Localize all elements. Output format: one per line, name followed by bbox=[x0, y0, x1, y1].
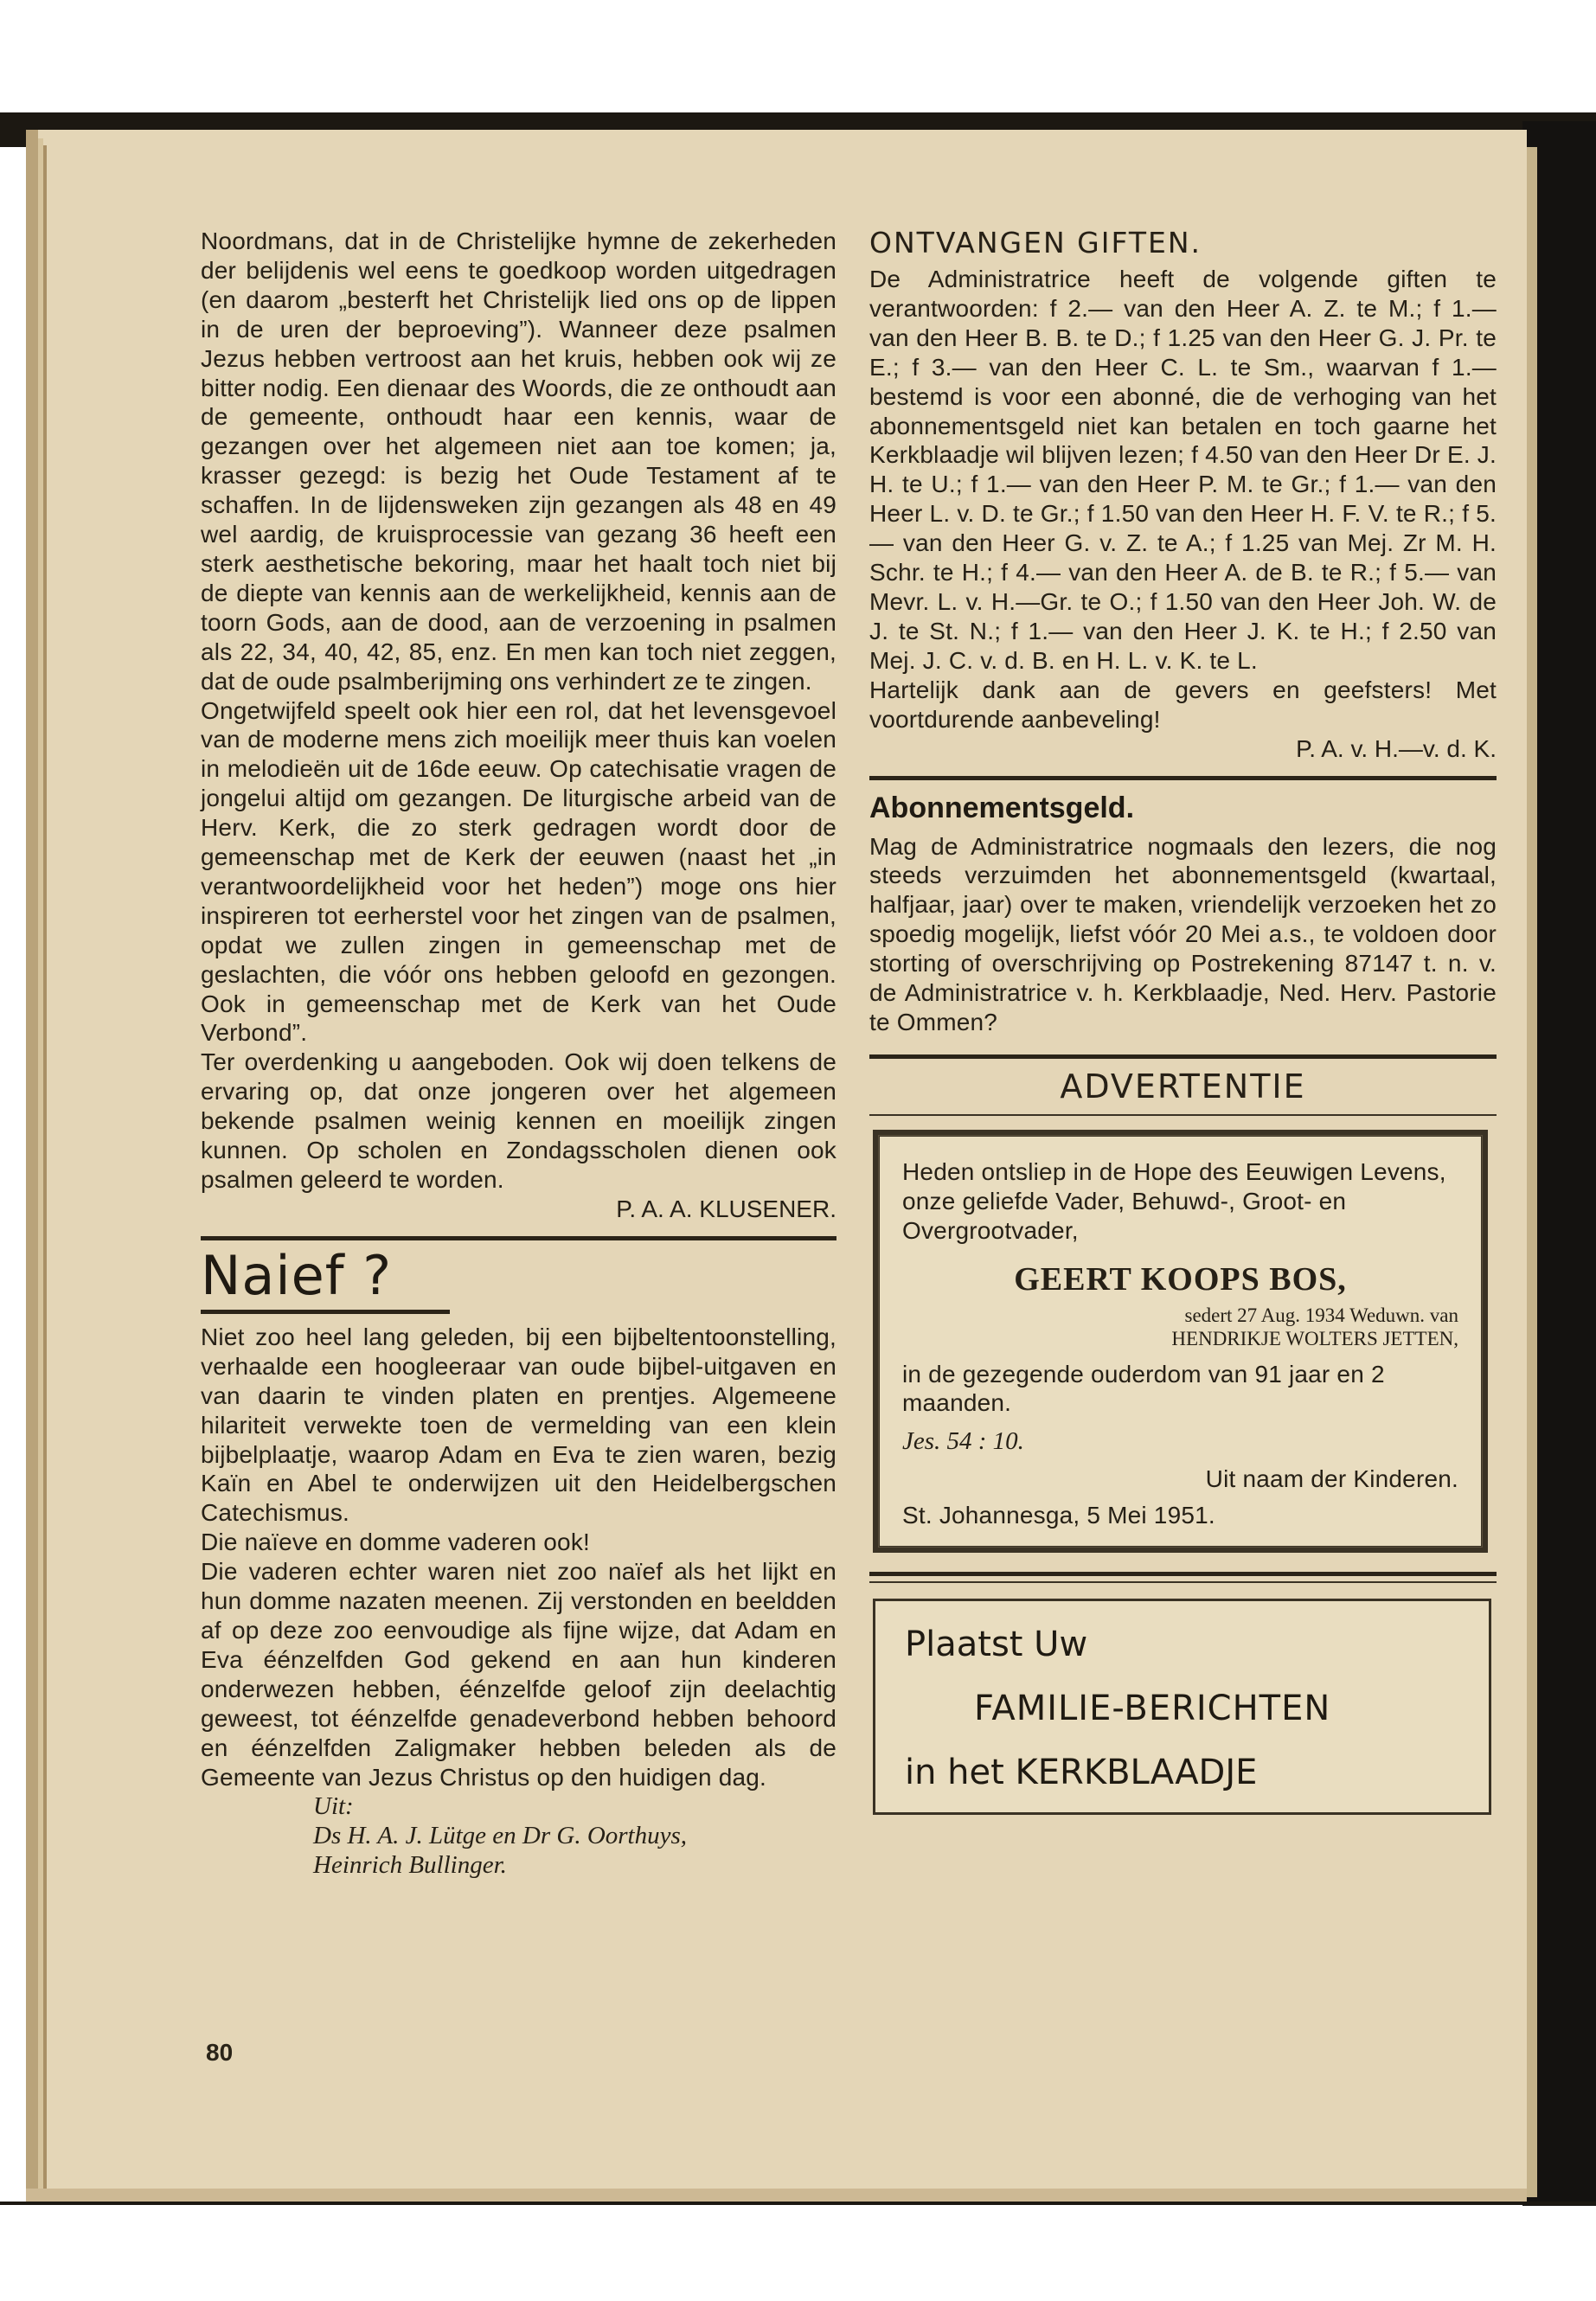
promo-line-1: Plaatst Uw bbox=[905, 1625, 1088, 1665]
promo-line-3: in het KERKBLAADJE bbox=[905, 1753, 1258, 1793]
section-divider-thin bbox=[869, 1581, 1497, 1583]
naief-title: Naief ? bbox=[201, 1243, 393, 1307]
citation-source-1: Ds H. A. J. Lütge en Dr G. Oorthuys, bbox=[313, 1822, 688, 1850]
klusener-paragraph-2: Ongetwijfeld speelt ook hier een rol, dat het levensgevoel van de moderne mens zich moeilijk meer thuis kan voelen in melodieën uit de 16de eeuw. Op catechisatie vragen de jongelui altijd om gezangen. De liturgische arbeid van de Herv. Kerk, die zo sterk gedragen wordt door de gemeenschap met de Kerk der eeuwen (naast het „in verantwoordelijkheid voor het heden”) moge ons hier inspireren tot eerherstel voor het zingen van de psalmen, opdat we zullen zingen in gemeenschap met de geslachten, die vóór ons hebben geloofd en gezongen. Ook in gemeenschap met de Kerk van het Oude Verbond”. bbox=[201, 696, 836, 1047]
naief-paragraph-2: Die naïeve en domme vaderen ook! bbox=[201, 1529, 590, 1556]
widower-line-1: sedert 27 Aug. 1934 Weduwn. van bbox=[1184, 1304, 1458, 1326]
title-underline bbox=[201, 1310, 450, 1314]
ad-place-date: St. Johannesga, 5 Mei 1951. bbox=[902, 1502, 1215, 1529]
widower-line-2: HENDRIKJE WOLTERS JETTEN, bbox=[1171, 1327, 1458, 1349]
heading-rule bbox=[869, 1114, 1497, 1116]
ad-family: Uit naam der Kinderen. bbox=[1205, 1465, 1458, 1493]
left-column bbox=[201, 227, 836, 1880]
giften-paragraph-2: Hartelijk dank aan de gevers en geefsters! Met voortdurende aanbeveling! bbox=[869, 676, 1497, 733]
naief-paragraph-1: Niet zoo heel lang geleden, bij een bijbeltentoonstelling, verhaalde een hoogleeraar van oude bijbel-uitgaven en van daarin te vinden platen en prentjes. Algemeene hilariteit verwekte toen de vermelding van een klein bijbelplaatje, waarop Adam en Eva te zien waren, bezig Kaïn en Abel te onderwijzen uit den Heidelbergschen Catechismus. bbox=[201, 1323, 836, 1527]
citation-source-2: Heinrich Bullinger. bbox=[313, 1851, 507, 1880]
promo-line-2: FAMILIE-BERICHTEN bbox=[974, 1689, 1331, 1729]
klusener-paragraph-3: Ter overdenking u aangeboden. Ook wij doen telkens de ervaring op, dat onze jongeren over het algemeen bekende psalmen weinig kennen en moeilijk zingen kunnen. Op scholen en Zondagsscholen dienen ook psalmen geleerd te worden. bbox=[201, 1048, 836, 1193]
giften-paragraph-1: De Administratrice heeft de volgende giften te verantwoorden: f 2.— van den Heer A. Z. te M.; f 1.— van den Heer B. B. te D.; f 1.25 van den Heer G. J. Pr. te E.; f 3.— van den Heer C. L. te Sm., waarvan f 1.— bestemd is voor een abonné, die de verhoging van het abonnementsgeld niet kan betalen en toch gaarne het Kerkblaadje wil blijven lezen; f 4.50 van den Heer Dr E. J. H. te U.; f 1.— van den Heer P. M. te Gr.; f 1.— van den Heer L. v. D. te Gr.; f 1.50 van den Heer H. F. V. te R.; f 5.— van den Heer G. v. Z. te A.; f 1.25 van Mej. Zr M. H. Schr. te H.; f 4.— van den Heer A. de B. te R.; f 5.— van Mevr. L. v. H.—Gr. te O.; f 1.50 van den Heer Joh. W. de J. te St. N.; f 1.— van den Heer J. K. te H.; f 2.50 van Mej. J. C. v. d. B. en H. L. v. K. te L. bbox=[869, 266, 1497, 674]
klusener-signature: P. A. A. KLUSENER. bbox=[616, 1195, 836, 1222]
right-column bbox=[869, 227, 1497, 1815]
ad-intro: Heden ontsliep in de Hope des Eeuwigen Levens, onze geliefde Vader, Behuwd-, Groot- en Overgrootvader, bbox=[902, 1157, 1446, 1244]
giften-title: ONTVANGEN GIFTEN. bbox=[869, 226, 1202, 260]
section-divider bbox=[869, 1054, 1497, 1059]
ad-age: in de gezegende ouderdom van 91 jaar en 2 maanden. bbox=[902, 1360, 1385, 1417]
bible-verse: Jes. 54 : 10. bbox=[902, 1427, 1024, 1456]
advertisement-box bbox=[873, 1130, 1488, 1553]
section-divider bbox=[201, 1236, 836, 1240]
section-divider bbox=[869, 1572, 1497, 1576]
giften-signature: P. A. v. H.—v. d. K. bbox=[1296, 734, 1497, 762]
klusener-paragraph-1: Noordmans, dat in de Christelijke hymne de zekerheden der belijdenis wel eens te goedkoop worden uitgedragen (en daarom „besterft het Christelijk lied ons op de lippen in de uren der beproeving”). Wanneer deze psalmen Jezus hebben vertroost aan het kruis, hebben ook wij ze bitter nodig. Een dienaar des Woords, die ze onthoudt aan de gemeente, onthoudt haar een kennis, waar de gezangen over het algemeen niet aan toe komen; ja, krasser gezegd: is bezig het Oude Testament af te schaffen. In de lijdensweken zijn gezangen als 48 en 49 wel aardig, de kruisprocessie van gezang 36 heeft een sterk aesthetische bekoring, maar het haalt toch niet bij de diepte van kennis aan de werkelijkheid, kennis aan de toorn Gods, aan de dood, aan de verzoening in psalmen als 22, 34, 40, 42, 85, enz. En men kan toch niet zeggen, dat de oude psalmberijming ons verhindert ze te zingen. bbox=[201, 228, 836, 695]
citation-label: Uit: bbox=[313, 1792, 354, 1821]
section-divider bbox=[869, 776, 1497, 780]
naief-paragraph-3: Die vaderen echter waren niet zoo naïef als het lijkt en hun domme nazaten meenen. Zij verstonden en beeldden af op deze zoo eenvoudige als fijne wijze, dat Adam en Eva éénzelfden God gekend en aan hun kinderen onderwezen hebben, éénzelfde geloof zijn deelachtig geweest, tot éénzelfde genadeverbond hebben behoord en éénzelfden Zaligmaker hebben beleden als de Gemeente van Jezus Christus op den huidigen dag. bbox=[201, 1558, 836, 1791]
abonnementsgeld-paragraph: Mag de Administratrice nogmaals den lezers, die nog steeds verzuimden het abonnementsgeld (kwartaal, halfjaar, jaar) over te maken, vriendelijk verzoeken het zo spoedig mogelijk, liefst vóór 20 Mei a.s., te voldoen door storting of overschrijving op Postrekening 87147 t. n. v. de Administratrice v. h. Kerkblaadje, Ned. Herv. Pastorie te Ommen? bbox=[869, 832, 1497, 1035]
deceased-name: GEERT KOOPS BOS, bbox=[1014, 1260, 1347, 1298]
family-notices-promo bbox=[873, 1599, 1491, 1815]
abonnementsgeld-title: Abonnementsgeld. bbox=[869, 791, 1135, 824]
advertentie-heading: ADVERTENTIE bbox=[1060, 1067, 1306, 1106]
page-number: 80 bbox=[206, 2039, 234, 2066]
